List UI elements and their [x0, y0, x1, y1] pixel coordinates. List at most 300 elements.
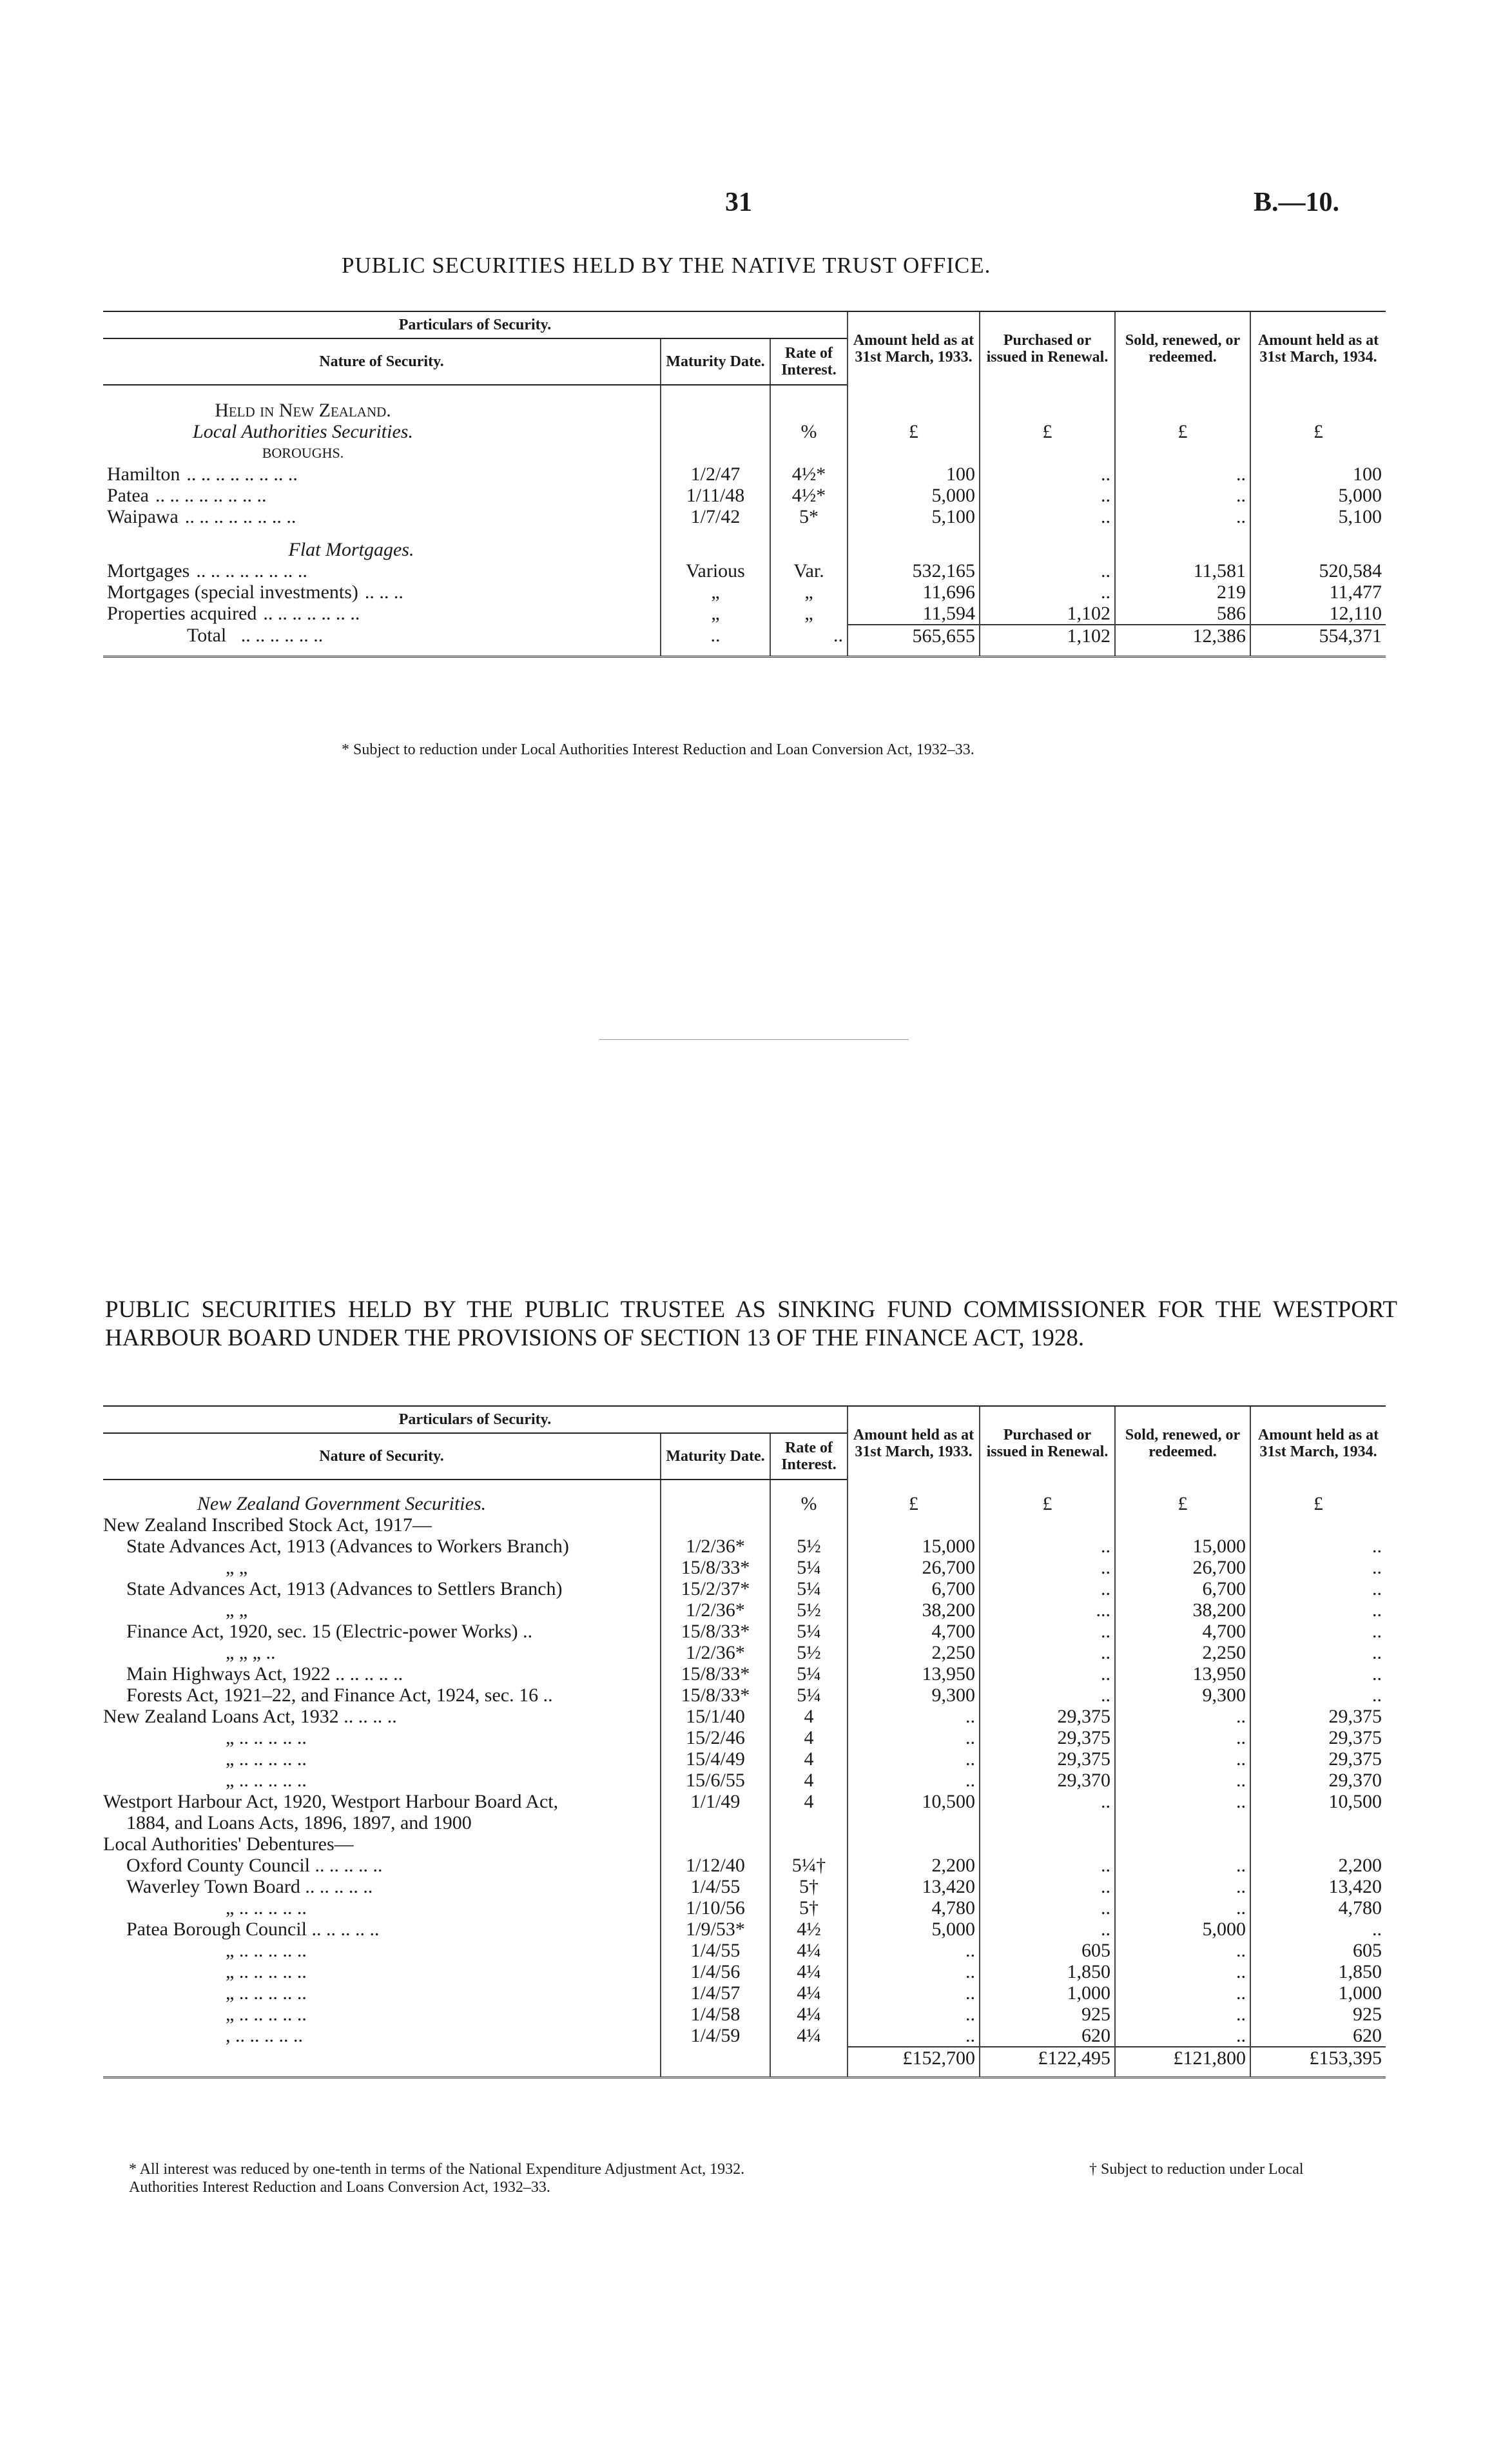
leader-dots: .. .. .. .. .. .. .. .. [155, 485, 267, 506]
total-row [103, 625, 1386, 647]
amount-held-1933: 13,420 [848, 1876, 980, 1897]
maturity-date: „ [661, 603, 770, 625]
leader-dots: .. .. .. .. .. .. .. .. [196, 560, 307, 581]
maturity-date: „ [661, 581, 770, 603]
header-purchased: Purchased or issued in Renewal. [980, 311, 1115, 385]
amount-held-1934: .. [1250, 1557, 1386, 1578]
total-purchased: 1,102 [980, 625, 1115, 647]
amount-held-1934: 620 [1250, 2025, 1386, 2047]
total-sold: 12,386 [1115, 625, 1250, 647]
interest-rate: 4½* [770, 485, 848, 506]
amount-held-1934: 10,500 [1250, 1791, 1386, 1812]
interest-rate: 5½ [770, 1642, 848, 1663]
security-name: Waipawa [107, 506, 179, 527]
amount-held-1934: .. [1250, 1919, 1386, 1940]
security-description: New Zealand Loans Act, 1932 .. .. .. .. [103, 1706, 397, 1727]
amount-purchased: 1,000 [980, 1982, 1115, 2004]
amount-purchased [980, 1812, 1115, 1833]
table-row [103, 603, 1386, 625]
amount-held-1933: 2,250 [848, 1642, 980, 1663]
security-description: Main Highways Act, 1922 .. .. .. .. .. [126, 1663, 403, 1685]
table-row [103, 1599, 1386, 1621]
table-row [103, 1961, 1386, 1982]
unit-held-1934: £ [1250, 421, 1386, 442]
amount-sold: 26,700 [1115, 1557, 1250, 1578]
amount-purchased: 29,375 [980, 1706, 1115, 1727]
amount-sold: .. [1115, 1897, 1250, 1919]
amount-sold: .. [1115, 1748, 1250, 1770]
amount-held-1934: 29,370 [1250, 1770, 1386, 1791]
header-held-1934: Amount held as at 31st March, 1934. [1250, 1406, 1386, 1480]
amount-purchased: .. [980, 1642, 1115, 1663]
amount-held-1933: 532,165 [848, 560, 980, 581]
security-name: Properties acquired [107, 603, 257, 624]
nature-cell [103, 603, 661, 625]
total-maturity: .. [661, 625, 770, 647]
amount-held-1933: 5,000 [848, 485, 980, 506]
interest-rate: 4¼ [770, 2025, 848, 2047]
maturity-date: 1/12/40 [661, 1855, 770, 1876]
security-description: „ „ [226, 1599, 248, 1621]
table-row [103, 1791, 1386, 1812]
interest-rate: 4 [770, 1770, 848, 1791]
amount-held-1933: 38,200 [848, 1599, 980, 1621]
maturity-date: 15/1/40 [661, 1706, 770, 1727]
security-description: 1884, and Loans Acts, 1896, 1897, and 1900 [126, 1812, 472, 1833]
amount-held-1933: .. [848, 1727, 980, 1748]
interest-rate: 5¼ [770, 1557, 848, 1578]
header-particulars: Particulars of Security. [103, 1406, 848, 1433]
interest-rate: 5¼ [770, 1663, 848, 1685]
interest-rate: 4 [770, 1706, 848, 1727]
amount-sold: .. [1115, 1961, 1250, 1982]
amount-held-1933: 11,696 [848, 581, 980, 603]
interest-rate: 5½ [770, 1536, 848, 1557]
total-purchased: £122,495 [980, 2047, 1115, 2069]
amount-sold: 38,200 [1115, 1599, 1250, 1621]
amount-sold [1115, 1812, 1250, 1833]
header-purchased: Purchased or issued in Renewal. [980, 1406, 1115, 1480]
maturity-date: 15/2/37* [661, 1578, 770, 1599]
amount-held-1933: 6,700 [848, 1578, 980, 1599]
total-sold: £121,800 [1115, 2047, 1250, 2069]
nature-cell [103, 581, 661, 603]
security-description: „ „ „ .. [226, 1642, 276, 1663]
amount-sold: .. [1115, 1982, 1250, 2004]
amount-held-1934: 11,477 [1250, 581, 1386, 603]
maturity-date: 15/6/55 [661, 1770, 770, 1791]
table-row [103, 1663, 1386, 1685]
amount-sold: 11,581 [1115, 560, 1250, 581]
security-description: „ .. .. .. .. .. [226, 1940, 307, 1961]
maturity-date: 1/2/36* [661, 1536, 770, 1557]
table-row [103, 506, 1386, 527]
table-row [103, 560, 1386, 581]
unit-sold: £ [1115, 421, 1250, 442]
amount-purchased: .. [980, 1663, 1115, 1685]
security-description: New Zealand Inscribed Stock Act, 1917— [103, 1514, 432, 1536]
maturity-date [661, 1812, 770, 1833]
nature-cell [103, 464, 661, 485]
amount-held-1933: 2,200 [848, 1855, 980, 1876]
amount-purchased: .. [980, 485, 1115, 506]
interest-rate [770, 1812, 848, 1833]
nature-cell [103, 506, 661, 527]
amount-held-1933: 26,700 [848, 1557, 980, 1578]
interest-rate: 5¼† [770, 1855, 848, 1876]
section-nz-government: New Zealand Government Securities. [197, 1493, 487, 1514]
amount-held-1934: 925 [1250, 2004, 1386, 2025]
table-row [103, 1706, 1386, 1727]
amount-purchased: 29,370 [980, 1770, 1115, 1791]
table1-title: PUBLIC SECURITIES HELD BY THE NATIVE TRUST OFFICE. [342, 253, 991, 278]
amount-sold: 5,000 [1115, 1919, 1250, 1940]
amount-held-1934 [1250, 1812, 1386, 1833]
table-row [103, 1897, 1386, 1919]
amount-held-1934: .. [1250, 1621, 1386, 1642]
amount-held-1933 [848, 1514, 980, 1536]
amount-purchased: 29,375 [980, 1727, 1115, 1748]
security-name: Patea [107, 485, 149, 506]
security-name: Mortgages [107, 560, 190, 581]
amount-held-1933: 100 [848, 464, 980, 485]
table-row [103, 1833, 1386, 1855]
header-maturity: Maturity Date. [661, 1433, 770, 1480]
amount-sold: 219 [1115, 581, 1250, 603]
header-sold: Sold, renewed, or redeemed. [1115, 1406, 1250, 1480]
amount-purchased [980, 1514, 1115, 1536]
security-description: „ .. .. .. .. .. [226, 1727, 307, 1748]
interest-rate: 5† [770, 1897, 848, 1919]
leader-dots: .. .. .. .. .. .. .. .. [186, 464, 298, 485]
security-description: Oxford County Council .. .. .. .. .. [126, 1855, 383, 1876]
table-row [103, 1557, 1386, 1578]
total-rate: .. [770, 625, 848, 647]
amount-purchased: 925 [980, 2004, 1115, 2025]
security-description: , .. .. .. .. .. [226, 2025, 303, 2046]
amount-held-1934: 100 [1250, 464, 1386, 485]
amount-held-1934: 5,100 [1250, 506, 1386, 527]
security-description: „ .. .. .. .. .. [226, 1770, 307, 1791]
table-row [103, 1536, 1386, 1557]
amount-purchased: .. [980, 1578, 1115, 1599]
unit-rate: % [770, 1493, 848, 1514]
amount-purchased: .. [980, 1897, 1115, 1919]
leader-dots: .. .. .. .. .. .. [240, 625, 324, 646]
amount-held-1934 [1250, 1514, 1386, 1536]
amount-held-1933: .. [848, 2025, 980, 2047]
amount-sold: .. [1115, 1855, 1250, 1876]
unit-held-1933: £ [848, 421, 980, 442]
maturity-date: 15/8/33* [661, 1621, 770, 1642]
total-held-1934: £153,395 [1250, 2047, 1386, 2069]
amount-held-1934: .. [1250, 1599, 1386, 1621]
total-row [103, 2047, 1386, 2069]
security-name: Hamilton [107, 464, 180, 485]
amount-held-1934: 29,375 [1250, 1706, 1386, 1727]
table-row [103, 2004, 1386, 2025]
interest-rate: 4½* [770, 464, 848, 485]
header-nature: Nature of Security. [103, 1433, 661, 1480]
leader-dots: .. .. .. .. .. .. .. [263, 603, 360, 624]
header-held-1933: Amount held as at 31st March, 1933. [848, 1406, 980, 1480]
amount-purchased: .. [980, 560, 1115, 581]
maturity-date: 1/2/47 [661, 464, 770, 485]
maturity-date: 15/8/33* [661, 1557, 770, 1578]
amount-purchased: 29,375 [980, 1748, 1115, 1770]
security-description: Westport Harbour Act, 1920, Westport Harbour Board Act, [103, 1791, 559, 1812]
interest-rate: „ [770, 581, 848, 603]
westport-sinking-fund-table [103, 1405, 1386, 2078]
security-description: „ .. .. .. .. .. [226, 1748, 307, 1770]
maturity-date: 1/4/58 [661, 2004, 770, 2025]
amount-sold: 4,700 [1115, 1621, 1250, 1642]
amount-sold: 15,000 [1115, 1536, 1250, 1557]
total-held-1933: 565,655 [848, 625, 980, 647]
amount-sold: 6,700 [1115, 1578, 1250, 1599]
amount-purchased [980, 1833, 1115, 1855]
maturity-date: 1/9/53* [661, 1919, 770, 1940]
amount-purchased: .. [980, 464, 1115, 485]
table-row [103, 1812, 1386, 1833]
amount-sold: 2,250 [1115, 1642, 1250, 1663]
amount-held-1933: 4,700 [848, 1621, 980, 1642]
unit-purchased: £ [980, 1493, 1115, 1514]
amount-held-1933: 5,100 [848, 506, 980, 527]
section-boroughs: BOROUGHS. [262, 445, 344, 461]
interest-rate: 4 [770, 1791, 848, 1812]
amount-sold: .. [1115, 1706, 1250, 1727]
amount-held-1934: 1,850 [1250, 1961, 1386, 1982]
maturity-date: 1/4/55 [661, 1876, 770, 1897]
leader-dots: .. .. .. .. .. .. .. .. [184, 506, 296, 527]
table-row [103, 1685, 1386, 1706]
header-maturity: Maturity Date. [661, 338, 770, 385]
amount-held-1933: 5,000 [848, 1919, 980, 1940]
amount-purchased: .. [980, 1685, 1115, 1706]
header-particulars: Particulars of Security. [103, 311, 848, 338]
table-row [103, 1514, 1386, 1536]
table-row [103, 581, 1386, 603]
amount-sold: .. [1115, 2025, 1250, 2047]
amount-purchased: .. [980, 581, 1115, 603]
amount-sold: .. [1115, 485, 1250, 506]
interest-rate: 5¼ [770, 1578, 848, 1599]
amount-sold: .. [1115, 2004, 1250, 2025]
amount-sold [1115, 1514, 1250, 1536]
section-flat-mortgages: Flat Mortgages. [288, 539, 414, 560]
amount-held-1934: 605 [1250, 1940, 1386, 1961]
table2-footnote-asterisk: * All interest was reduced by one-tenth in terms of the National Expenditure Adjustment Act, 1932. [129, 2161, 745, 2178]
maturity-date: 1/4/56 [661, 1961, 770, 1982]
document-code: B.—10. [1254, 188, 1340, 217]
amount-held-1934: 1,000 [1250, 1982, 1386, 2004]
maturity-date: 1/2/36* [661, 1599, 770, 1621]
amount-held-1933 [848, 1812, 980, 1833]
interest-rate: 4¼ [770, 1961, 848, 1982]
header-rate: Rate of Interest. [770, 338, 848, 385]
table2-title: PUBLIC SECURITIES HELD BY THE PUBLIC TRUSTEE AS SINKING FUND COMMISSIONER FOR THE WESTPORT HARBOUR BOARD UNDER THE PROVISIONS OF SECTION 13 OF THE FINANCE ACT, 1928. [105, 1296, 1397, 1351]
security-description: State Advances Act, 1913 (Advances to Settlers Branch) [126, 1578, 563, 1599]
security-description: Waverley Town Board .. .. .. .. .. [126, 1876, 373, 1897]
amount-held-1933: .. [848, 1982, 980, 2004]
table-row [103, 1578, 1386, 1599]
amount-held-1933: 9,300 [848, 1685, 980, 1706]
amount-purchased: .. [980, 506, 1115, 527]
header-held-1933: Amount held as at 31st March, 1933. [848, 311, 980, 385]
interest-rate: 5¼ [770, 1621, 848, 1642]
amount-held-1933: .. [848, 1940, 980, 1961]
interest-rate [770, 1514, 848, 1536]
interest-rate: 4¼ [770, 1982, 848, 2004]
maturity-date: 1/4/55 [661, 1940, 770, 1961]
table2-footnote-dagger: † Subject to reduction under Local [1089, 2161, 1304, 2178]
table-row [103, 1982, 1386, 2004]
amount-held-1934: 12,110 [1250, 603, 1386, 625]
amount-sold: 9,300 [1115, 1685, 1250, 1706]
amount-purchased: .. [980, 1536, 1115, 1557]
amount-held-1933: 11,594 [848, 603, 980, 625]
amount-held-1934: .. [1250, 1663, 1386, 1685]
page-number: 31 [725, 188, 752, 217]
maturity-date: 1/2/36* [661, 1642, 770, 1663]
amount-held-1934: 520,584 [1250, 560, 1386, 581]
maturity-date: 1/11/48 [661, 485, 770, 506]
interest-rate: 4¼ [770, 1940, 848, 1961]
amount-held-1934: .. [1250, 1536, 1386, 1557]
amount-held-1934 [1250, 1833, 1386, 1855]
amount-held-1934: 4,780 [1250, 1897, 1386, 1919]
table-row [103, 1621, 1386, 1642]
interest-rate: 4 [770, 1727, 848, 1748]
table-row [103, 1727, 1386, 1748]
maturity-date: 15/8/33* [661, 1663, 770, 1685]
amount-held-1934: .. [1250, 1685, 1386, 1706]
unit-sold: £ [1115, 1493, 1250, 1514]
amount-held-1933: .. [848, 1706, 980, 1727]
security-description: Finance Act, 1920, sec. 15 (Electric-power Works) .. [126, 1621, 533, 1642]
security-description: „ „ [226, 1557, 248, 1578]
table2-footnote-continued: Authorities Interest Reduction and Loans Conversion Act, 1932–33. [129, 2179, 550, 2196]
native-trust-securities-table [103, 311, 1386, 658]
amount-sold: .. [1115, 1940, 1250, 1961]
table-row [103, 1919, 1386, 1940]
table1-footnote: * Subject to reduction under Local Authorities Interest Reduction and Loan Conversion Act, 1932–33. [342, 741, 974, 758]
amount-held-1933: .. [848, 1770, 980, 1791]
interest-rate: 5* [770, 506, 848, 527]
amount-sold: 586 [1115, 603, 1250, 625]
security-description: Forests Act, 1921–22, and Finance Act, 1924, sec. 16 .. [126, 1685, 553, 1706]
amount-held-1934: 29,375 [1250, 1748, 1386, 1770]
amount-held-1934: 5,000 [1250, 485, 1386, 506]
amount-held-1934: .. [1250, 1642, 1386, 1663]
header-nature: Nature of Security. [103, 338, 661, 385]
amount-purchased: .. [980, 1855, 1115, 1876]
security-name: Mortgages (special investments) [107, 581, 358, 603]
interest-rate: 5½ [770, 1599, 848, 1621]
security-description: „ .. .. .. .. .. [226, 1982, 307, 2004]
amount-held-1933 [848, 1833, 980, 1855]
maturity-date: 1/4/59 [661, 2025, 770, 2047]
maturity-date: 15/2/46 [661, 1727, 770, 1748]
amount-sold [1115, 1833, 1250, 1855]
interest-rate [770, 1833, 848, 1855]
amount-held-1933: .. [848, 1961, 980, 1982]
amount-purchased: 605 [980, 1940, 1115, 1961]
total-label: Total [187, 625, 227, 646]
interest-rate: 4½ [770, 1919, 848, 1940]
amount-sold: .. [1115, 1791, 1250, 1812]
amount-purchased: .. [980, 1919, 1115, 1940]
amount-sold: 13,950 [1115, 1663, 1250, 1685]
interest-rate: 5† [770, 1876, 848, 1897]
amount-purchased: 620 [980, 2025, 1115, 2047]
interest-rate: Var. [770, 560, 848, 581]
interest-rate: 4 [770, 1748, 848, 1770]
table-row [103, 2025, 1386, 2047]
maturity-date: 15/8/33* [661, 1685, 770, 1706]
unit-purchased: £ [980, 421, 1115, 442]
amount-held-1933: .. [848, 2004, 980, 2025]
amount-held-1934: 13,420 [1250, 1876, 1386, 1897]
table-row [103, 1940, 1386, 1961]
security-description: „ .. .. .. .. .. [226, 2004, 307, 2025]
divider [599, 1039, 909, 1040]
table-row [103, 1748, 1386, 1770]
amount-held-1933: .. [848, 1748, 980, 1770]
maturity-date: 1/4/57 [661, 1982, 770, 2004]
maturity-date [661, 1514, 770, 1536]
nature-cell [103, 560, 661, 581]
amount-purchased: 1,102 [980, 603, 1115, 625]
amount-sold: .. [1115, 1876, 1250, 1897]
interest-rate: 4¼ [770, 2004, 848, 2025]
header-rate: Rate of Interest. [770, 1433, 848, 1480]
amount-held-1933: 15,000 [848, 1536, 980, 1557]
maturity-date: Various [661, 560, 770, 581]
amount-purchased: 1,850 [980, 1961, 1115, 1982]
total-held-1933: £152,700 [848, 2047, 980, 2069]
unit-rate: % [770, 421, 848, 442]
amount-held-1934: 2,200 [1250, 1855, 1386, 1876]
amount-sold: .. [1115, 1727, 1250, 1748]
total-held-1934: 554,371 [1250, 625, 1386, 647]
leader-dots: .. .. .. [364, 581, 403, 603]
maturity-date: 1/1/49 [661, 1791, 770, 1812]
maturity-date: 1/7/42 [661, 506, 770, 527]
maturity-date: 1/10/56 [661, 1897, 770, 1919]
security-description: „ .. .. .. .. .. [226, 1897, 307, 1919]
security-description: State Advances Act, 1913 (Advances to Workers Branch) [126, 1536, 569, 1557]
table-row [103, 464, 1386, 485]
table-row [103, 1855, 1386, 1876]
amount-purchased: .. [980, 1791, 1115, 1812]
security-description: Patea Borough Council .. .. .. .. .. [126, 1919, 380, 1940]
section-local-authorities: Local Authorities Securities. [193, 421, 413, 442]
amount-purchased: .. [980, 1557, 1115, 1578]
unit-held-1934: £ [1250, 1493, 1386, 1514]
maturity-date [661, 1833, 770, 1855]
amount-purchased: .. [980, 1621, 1115, 1642]
table-row [103, 1642, 1386, 1663]
table-row [103, 1770, 1386, 1791]
table-row [103, 485, 1386, 506]
amount-purchased: .. [980, 1876, 1115, 1897]
maturity-date: 15/4/49 [661, 1748, 770, 1770]
amount-held-1933: 13,950 [848, 1663, 980, 1685]
nature-cell [103, 485, 661, 506]
amount-sold: .. [1115, 1770, 1250, 1791]
